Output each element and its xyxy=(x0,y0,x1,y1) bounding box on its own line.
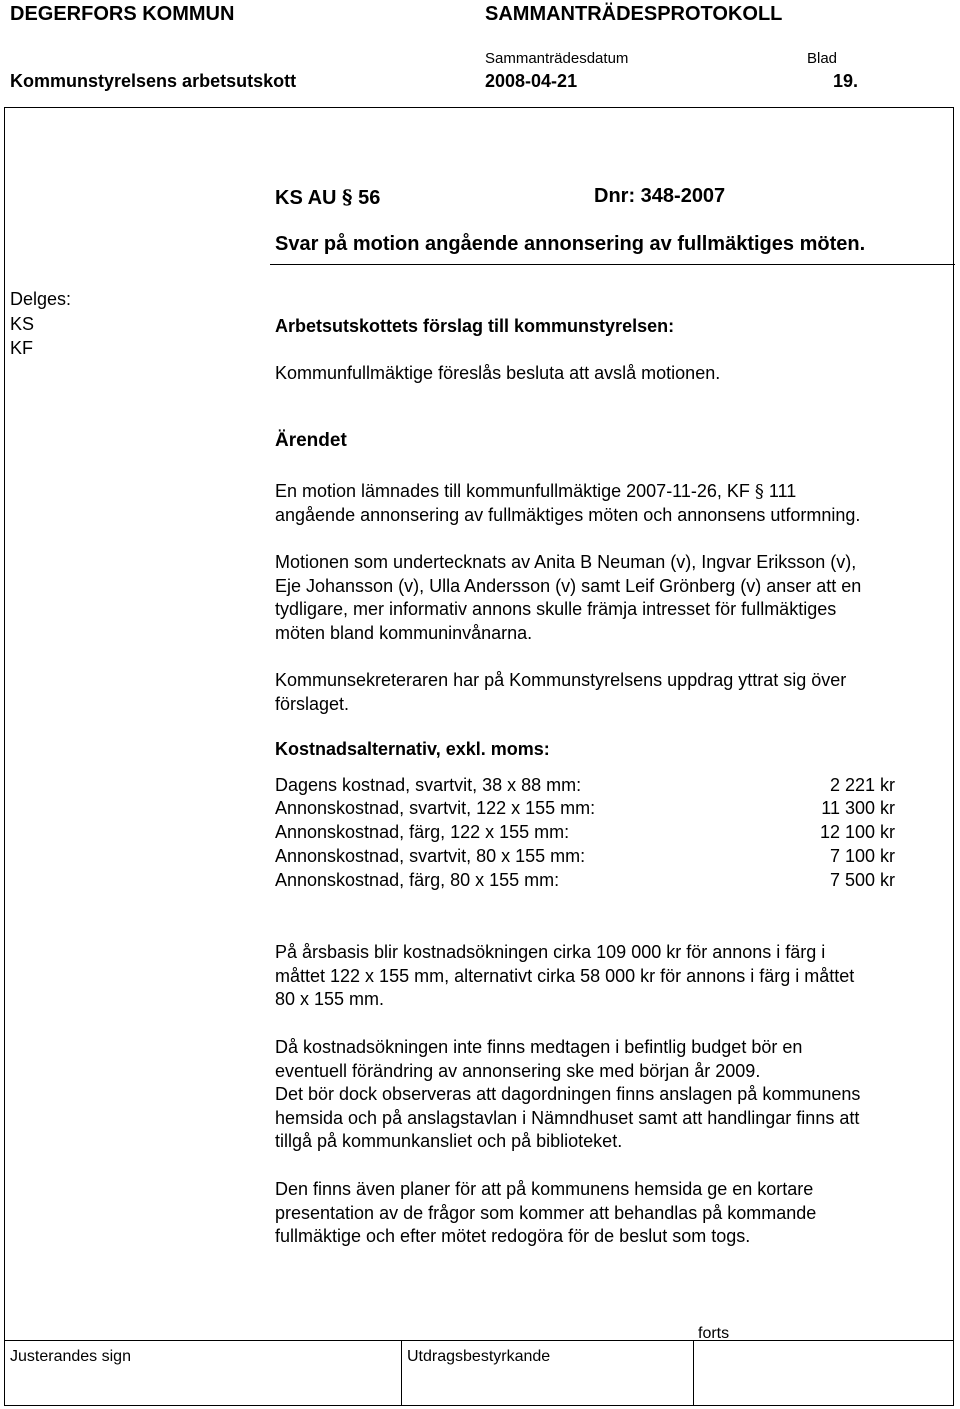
text-line: Motionen som undertecknats av Anita B Neuman (v), Ingvar Eriksson (v), xyxy=(275,552,857,572)
text-line: tydligare, mer informativ annons skulle främja intresset för fullmäktiges xyxy=(275,599,837,619)
cost-amount: 2 221 kr xyxy=(829,775,895,795)
cost-amount: 12 100 kr xyxy=(819,822,895,842)
body-paragraph-5 xyxy=(275,1036,955,1154)
case-id xyxy=(275,185,380,210)
text-line: 80 x 155 mm. xyxy=(275,989,385,1009)
arendet-paragraph-3 xyxy=(275,669,955,716)
body-paragraph-6 xyxy=(275,1178,955,1249)
text-line: möten bland kommuninvånarna. xyxy=(275,622,533,643)
case-number: 56 xyxy=(358,187,381,209)
text-line: måttet 122 x 155 mm, alternativt cirka 58 000 kr för annons i färg i måttet xyxy=(275,965,855,986)
text-line: På årsbasis blir kostnadsökningen cirka 109 000 kr för annons i färg i xyxy=(275,942,826,962)
title-rule xyxy=(270,264,955,265)
text-line: tillgå på kommunkansliet och på biblioteket. xyxy=(275,1131,623,1151)
paragraph-sign: § xyxy=(342,185,353,209)
case-prefix: KS AU xyxy=(275,187,337,209)
cost-amount: 7 100 kr xyxy=(829,846,895,866)
delges-label: Delges: xyxy=(10,289,72,309)
cost-row xyxy=(275,775,895,799)
text-line: Eje Johansson (v), Ulla Andersson (v) samt Leif Grönberg (v) anser att en xyxy=(275,575,862,596)
cost-label: Annonskostnad, färg, 80 x 155 mm: xyxy=(275,870,560,890)
cost-label: Annonskostnad, svartvit, 122 x 155 mm: xyxy=(275,798,596,818)
cost-row xyxy=(275,846,895,870)
text-segment: 111 xyxy=(768,481,797,501)
proposal-heading: Arbetsutskottets förslag till kommunstyrelsen: xyxy=(275,316,675,336)
arendet-paragraph-2 xyxy=(275,551,955,645)
text-segment: En motion lämnades till kommunfullmäktige 2007-11-26, KF xyxy=(275,481,750,501)
text-line: Då kostnadsökningen inte finns medtagen i befintlig budget bör en xyxy=(275,1037,803,1057)
text-line: Det bör dock observeras att dagordningen finns anslagen på kommunens xyxy=(275,1084,861,1104)
text-line: presentation av de frågor som kommer att behandlas på kommande xyxy=(275,1202,817,1223)
costs-heading: Kostnadsalternativ, exkl. moms: xyxy=(275,739,550,759)
meeting-date: 2008-04-21 xyxy=(485,71,578,91)
page-label: Blad xyxy=(807,50,838,67)
utdragsbestyrkande-label: Utdragsbestyrkande xyxy=(407,1348,551,1365)
case-title: Svar på motion angående annonsering av fullmäktiges möten. xyxy=(275,233,866,255)
cost-row xyxy=(275,798,895,822)
text-line: hemsida och på anslagstavlan i Nämndhuset samt att handlingar finns att xyxy=(275,1107,860,1128)
arendet-paragraph-1 xyxy=(275,480,955,527)
case-dnr: Dnr: 348-2007 xyxy=(594,185,726,207)
delges-recipient: KF xyxy=(10,338,34,358)
delges-recipient: KS xyxy=(10,314,35,334)
footer-divider xyxy=(401,1340,402,1406)
text-line: eventuell förändring av annonsering ske med början år 2009. xyxy=(275,1060,761,1081)
cost-label: Dagens kostnad, svartvit, 38 x 88 mm: xyxy=(275,775,582,795)
text-line: Kommunsekreteraren har på Kommunstyrelsens uppdrag yttrat sig över xyxy=(275,670,847,690)
date-label: Sammanträdesdatum xyxy=(485,50,629,67)
cost-label: Annonskostnad, färg, 122 x 155 mm: xyxy=(275,822,570,842)
cost-row xyxy=(275,870,895,894)
text-line xyxy=(275,480,955,504)
text-line: Den finns även planer för att på kommunens hemsida ge en kortare xyxy=(275,1179,814,1199)
cost-amount: 11 300 kr xyxy=(821,798,895,818)
body-paragraph-4 xyxy=(275,941,955,1012)
document-type: SAMMANTRÄDESPROTOKOLL xyxy=(485,3,783,25)
footer-divider xyxy=(693,1340,694,1406)
municipality-name: DEGERFORS KOMMUN xyxy=(10,3,235,25)
justerandes-sign-label: Justerandes sign xyxy=(10,1348,131,1365)
paragraph-sign: § xyxy=(754,481,764,502)
cost-amount: 7 500 kr xyxy=(829,870,895,890)
page-number: 19. xyxy=(833,71,859,91)
proposal-text: Kommunfullmäktige föreslås besluta att avslå motionen. xyxy=(275,363,721,383)
text-line: förslaget. xyxy=(275,693,350,714)
forts-label: forts xyxy=(698,1325,730,1342)
arendet-heading: Ärendet xyxy=(275,430,347,451)
committee-name: Kommunstyrelsens arbetsutskott xyxy=(10,71,297,91)
cost-row xyxy=(275,822,895,846)
cost-label: Annonskostnad, svartvit, 80 x 155 mm: xyxy=(275,846,586,866)
text-line: fullmäktige och efter mötet redogöra för de beslut som togs. xyxy=(275,1226,751,1246)
footer-rule xyxy=(4,1340,954,1341)
text-line: angående annonsering av fullmäktiges möten och annonsens utformning. xyxy=(275,504,861,525)
